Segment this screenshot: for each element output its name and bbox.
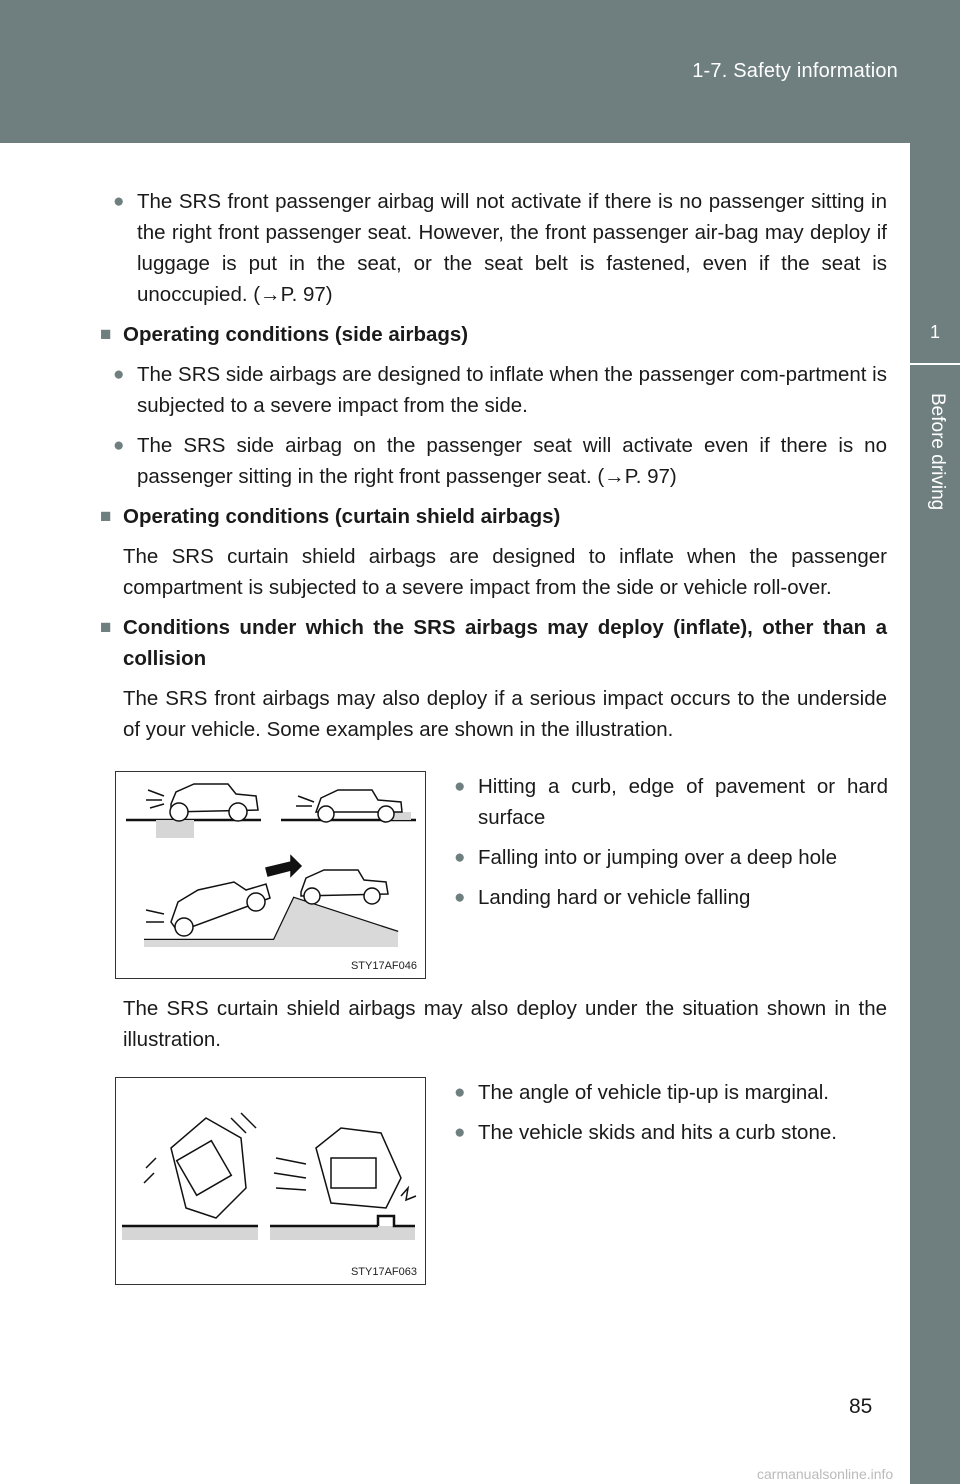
heading-text: Operating conditions (curtain shield airbags) [123,505,561,528]
figure-2-bullets [454,1077,888,1157]
vehicle-impact-drawing [116,772,425,978]
bullet-text: The angle of vehicle tip-up is marginal. [478,1081,829,1104]
list-item [454,842,888,873]
heading-text: Operating conditions (side airbags) [123,323,469,346]
figure-code: STY17AF046 [350,960,417,972]
chapter-number: 1 [929,322,940,342]
paragraph: The SRS front airbags may also deploy if a serious impact occurs to the underside of your vehicle. Some examples are shown in the illustration. [123,687,887,741]
section-heading [100,612,887,674]
list-item [113,430,887,492]
page-content [100,186,887,754]
page-number: 85 [849,1395,873,1418]
paragraph-block [113,993,887,1064]
square-bullet-icon: ■ [100,617,112,638]
figure-code: STY17AF063 [350,1266,417,1278]
square-bullet-icon: ■ [100,506,112,527]
bullet-icon: ● [454,1082,466,1103]
bullet-icon: ● [113,435,125,456]
watermark: carmanualsonline.info [757,1466,894,1482]
figure-row-2 [115,1077,902,1285]
list-item [454,771,888,833]
figure-1-bullets [454,771,888,922]
figure-row-1 [115,771,902,979]
bullet-icon: ● [454,887,466,908]
section-heading [100,501,887,532]
bullet-text: Landing hard or vehicle falling [478,886,751,909]
bullet-text: Hitting a curb, edge of pavement or hard surface [478,775,888,829]
list-item [454,1077,888,1108]
heading-text: Conditions under which the SRS airbags may deploy (inflate), other than a collision [123,616,887,670]
bullet-text: The SRS front passenger airbag will not activate if there is no passenger sitting in the right front passenger seat. However, the front passenger air-bag may deploy if luggage is put in the seat, or the seat belt is fastened, even if the seat is unoccupied. (→P. 97) [137,190,887,306]
bullet-text: The vehicle skids and hits a curb stone. [478,1121,837,1144]
paragraph: The SRS curtain shield airbags may also deploy under the situation shown in the illustration. [123,997,887,1051]
paragraph: The SRS curtain shield airbags are designed to inflate when the passenger compartment is subjected to a severe impact from the side or vehicle roll-over. [123,545,887,599]
page-header [0,0,960,143]
chapter-side-tab[interactable] [910,143,960,1484]
side-tab-divider [910,363,960,365]
bullet-text: Falling into or jumping over a deep hole [478,846,837,869]
section-title: 1-7. Safety information [692,60,898,82]
bullet-text: The SRS side airbag on the passenger seat will activate even if there is no passenger sitting in the right front passenger seat. (→P. 97) [137,434,887,488]
illustration-tip-up [115,1077,426,1285]
bullet-icon: ● [113,191,125,212]
bullet-text: The SRS side airbags are designed to inflate when the passenger com-partment is subjected to a severe impact from the side. [137,363,887,417]
list-item [454,1117,888,1148]
bullet-icon: ● [454,1122,466,1143]
bullet-icon: ● [113,364,125,385]
chapter-label: Before driving [927,393,948,511]
illustration-underside-impact [115,771,426,979]
vehicle-tipup-drawing [116,1078,425,1284]
bullet-icon: ● [454,776,466,797]
list-item [454,882,888,913]
list-item [113,359,887,421]
section-heading [100,319,887,350]
list-item [113,186,887,310]
square-bullet-icon: ■ [100,324,112,345]
bullet-icon: ● [454,847,466,868]
